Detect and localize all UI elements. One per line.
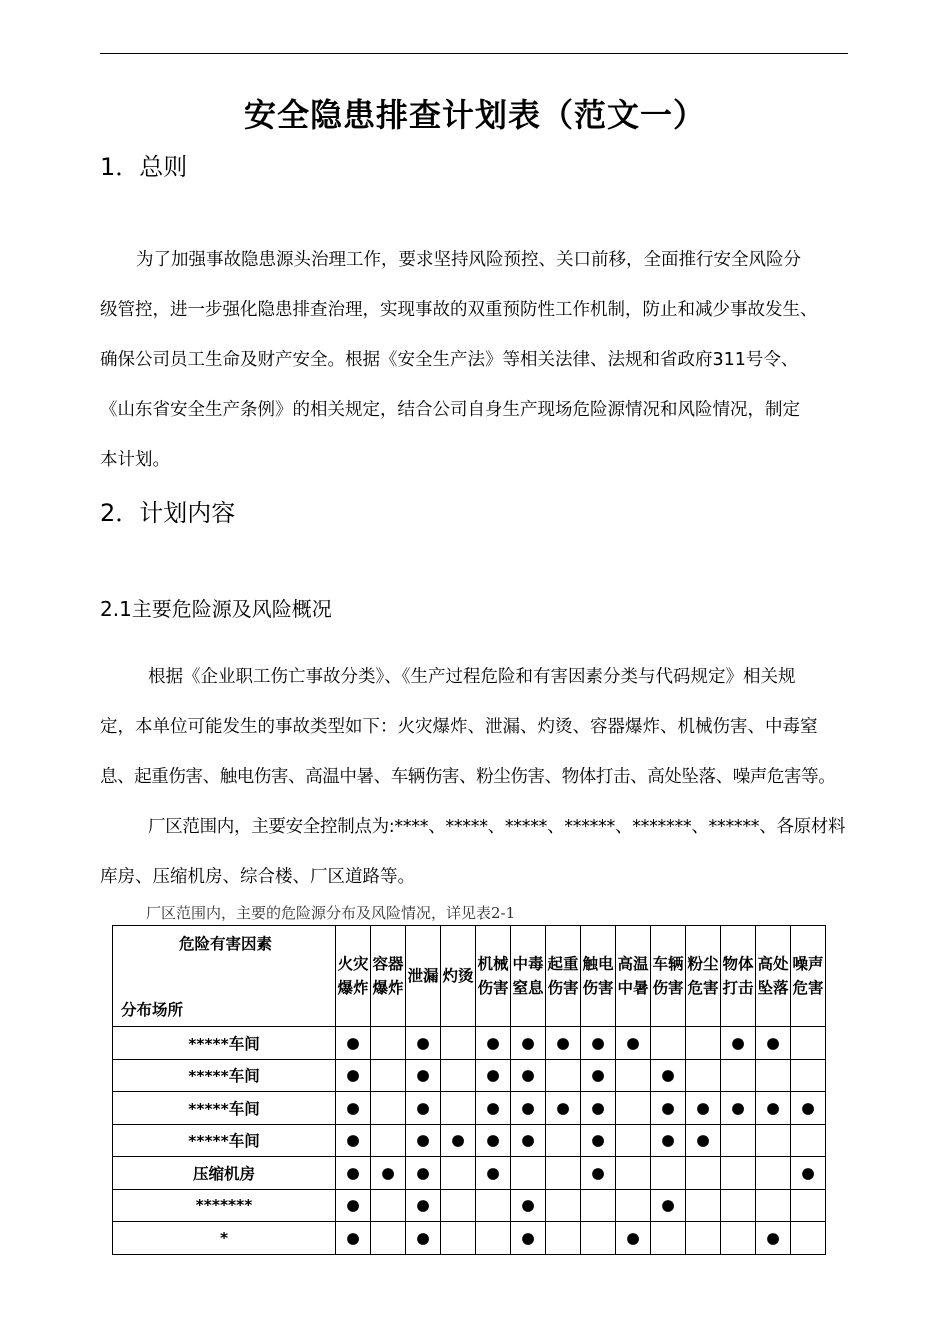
hazard-present-cell: ● [581,1157,616,1190]
empty-cell [791,1059,826,1092]
empty-cell [546,1157,581,1190]
location-cell: *****车间 [113,1059,336,1092]
empty-cell [721,1189,756,1222]
empty-cell [686,1059,721,1092]
hazard-present-cell: ● [581,1092,616,1125]
paragraph-line: 为了加强事故隐患源头治理工作，要求坚持风险预控、关口前移，全面推行安全风险分 [136,250,801,270]
column-header: 高处坠落 [756,926,791,1027]
hazard-present-cell: ● [476,1124,511,1157]
column-header: 高温中暑 [616,926,651,1027]
empty-cell [546,1189,581,1222]
empty-cell [756,1189,791,1222]
hazard-present-cell: ● [651,1092,686,1125]
hazard-present-cell: ● [651,1189,686,1222]
location-label: 分布场所 [121,1001,184,1019]
hazard-present-cell: ● [476,1157,511,1190]
hazard-present-cell: ● [791,1157,826,1190]
column-header: 泄漏 [406,926,441,1027]
table-row [113,1027,826,1060]
empty-cell [616,1157,651,1190]
location-cell: *****车间 [113,1124,336,1157]
column-header: 车辆伤害 [651,926,686,1027]
empty-cell [721,1059,756,1092]
empty-cell [511,1157,546,1190]
empty-cell [616,1189,651,1222]
empty-cell [651,1027,686,1060]
paragraph-line: 库房、压缩机房、综合楼、厂区道路等。 [100,867,415,887]
hazard-present-cell: ● [336,1092,371,1125]
hazard-present-cell: ● [406,1157,441,1190]
section1-heading: 1．总则 [100,153,188,181]
hazard-present-cell: ● [511,1124,546,1157]
hazard-present-cell: ● [441,1124,476,1157]
paragraph-line: 级管控，进一步强化隐患排查治理，实现事故的双重预防性工作机制，防止和减少事故发生、 [100,300,818,320]
hazard-present-cell: ● [511,1189,546,1222]
hazard-present-cell: ● [511,1059,546,1092]
empty-cell [371,1222,406,1255]
column-header: 触电伤害 [581,926,616,1027]
empty-cell [441,1157,476,1190]
paragraph-line: 厂区范围内，主要安全控制点为:****、*****、*****、******、*******、******、各原材料 [148,817,846,837]
header-rule [100,53,848,54]
hazard-present-cell: ● [651,1059,686,1092]
empty-cell [371,1059,406,1092]
paragraph-line: 确保公司员工生命及财产安全。根据《安全生产法》等相关法律、法规和省政府311号令、 [100,350,799,370]
hazard-present-cell: ● [336,1124,371,1157]
empty-cell [791,1027,826,1060]
location-cell: ******* [113,1189,336,1222]
column-header: 灼烫 [441,926,476,1027]
hazard-present-cell: ● [581,1124,616,1157]
hazard-present-cell: ● [756,1092,791,1125]
empty-cell [756,1059,791,1092]
hazard-present-cell: ● [616,1027,651,1060]
column-header: 噪声危害 [791,926,826,1027]
hazard-present-cell: ● [336,1059,371,1092]
table-corner-header [113,926,336,1027]
hazard-present-cell: ● [371,1157,406,1190]
hazard-factor-label: 危险有害因素 [179,935,273,953]
hazard-present-cell: ● [476,1059,511,1092]
empty-cell [686,1027,721,1060]
hazard-present-cell: ● [406,1222,441,1255]
empty-cell [756,1157,791,1190]
empty-cell [651,1157,686,1190]
empty-cell [441,1059,476,1092]
table-header-row [113,926,826,1027]
empty-cell [791,1222,826,1255]
column-header: 物体打击 [721,926,756,1027]
section2-1-heading: 2.1主要危险源及风险概况 [100,597,332,621]
empty-cell [371,1124,406,1157]
table-caption: 厂区范围内，主要的危险源分布及风险情况，详见表2-1 [146,904,516,922]
hazard-present-cell: ● [686,1092,721,1125]
empty-cell [441,1092,476,1125]
hazard-present-cell: ● [756,1222,791,1255]
hazard-present-cell: ● [686,1124,721,1157]
empty-cell [371,1027,406,1060]
table-row [113,1092,826,1125]
hazard-present-cell: ● [546,1092,581,1125]
empty-cell [686,1157,721,1190]
empty-cell [686,1189,721,1222]
empty-cell [616,1059,651,1092]
column-header: 粉尘危害 [686,926,721,1027]
empty-cell [581,1189,616,1222]
table-row [113,1189,826,1222]
empty-cell [476,1189,511,1222]
empty-cell [581,1222,616,1255]
hazard-present-cell: ● [476,1092,511,1125]
empty-cell [546,1222,581,1255]
hazard-present-cell: ● [336,1157,371,1190]
empty-cell [616,1124,651,1157]
column-header: 起重伤害 [546,926,581,1027]
empty-cell [721,1124,756,1157]
empty-cell [546,1124,581,1157]
empty-cell [441,1027,476,1060]
hazard-present-cell: ● [511,1027,546,1060]
empty-cell [721,1222,756,1255]
location-cell: 压缩机房 [113,1157,336,1190]
empty-cell [721,1157,756,1190]
hazard-present-cell: ● [476,1027,511,1060]
hazard-present-cell: ● [406,1027,441,1060]
empty-cell [686,1222,721,1255]
empty-cell [791,1189,826,1222]
location-cell: *****车间 [113,1027,336,1060]
column-header: 中毒窒息 [511,926,546,1027]
document-title: 安全隐患排查计划表（范文一） [243,96,706,134]
column-header: 机械伤害 [476,926,511,1027]
hazard-present-cell: ● [511,1092,546,1125]
section2-heading: 2．计划内容 [100,499,236,527]
paragraph-line: 根据《企业职工伤亡事故分类》、《生产过程危险和有害因素分类与代码规定》相关规 [148,667,796,687]
hazard-present-cell: ● [791,1092,826,1125]
empty-cell [791,1124,826,1157]
hazard-present-cell: ● [756,1027,791,1060]
empty-cell [756,1124,791,1157]
paragraph-line: 定，本单位可能发生的事故类型如下：火灾爆炸、泄漏、灼烫、容器爆炸、机械伤害、中毒窒 [100,717,818,737]
location-cell: * [113,1222,336,1255]
table-body [113,1027,826,1255]
hazard-present-cell: ● [721,1027,756,1060]
hazard-present-cell: ● [336,1027,371,1060]
paragraph-line: 本计划。 [100,450,170,470]
column-header: 火灾爆炸 [336,926,371,1027]
hazard-present-cell: ● [336,1189,371,1222]
hazard-present-cell: ● [546,1027,581,1060]
empty-cell [616,1092,651,1125]
empty-cell [476,1222,511,1255]
hazard-present-cell: ● [406,1059,441,1092]
empty-cell [371,1092,406,1125]
hazard-distribution-table [112,925,826,1255]
location-cell: *****车间 [113,1092,336,1125]
hazard-present-cell: ● [581,1027,616,1060]
hazard-present-cell: ● [511,1222,546,1255]
control-points-paragraph [100,802,850,902]
hazard-present-cell: ● [581,1059,616,1092]
hazard-present-cell: ● [616,1222,651,1255]
hazard-present-cell: ● [651,1124,686,1157]
table-row [113,1059,826,1092]
empty-cell [441,1189,476,1222]
section1-paragraph [100,235,850,485]
empty-cell [546,1059,581,1092]
paragraph-line: 《山东省安全生产条例》的相关规定，结合公司自身生产现场危险源情况和风险情况，制定 [100,400,800,420]
accident-types-paragraph [100,652,850,802]
hazard-present-cell: ● [406,1124,441,1157]
hazard-present-cell: ● [406,1189,441,1222]
column-header: 容器爆炸 [371,926,406,1027]
empty-cell [441,1222,476,1255]
table-row [113,1222,826,1255]
hazard-present-cell: ● [336,1222,371,1255]
paragraph-line: 息、起重伤害、触电伤害、高温中暑、车辆伤害、粉尘伤害、物体打击、高处坠落、噪声危害等。 [100,767,836,787]
empty-cell [371,1189,406,1222]
table-row [113,1124,826,1157]
hazard-present-cell: ● [721,1092,756,1125]
hazard-present-cell: ● [406,1092,441,1125]
empty-cell [651,1222,686,1255]
table-row [113,1157,826,1190]
